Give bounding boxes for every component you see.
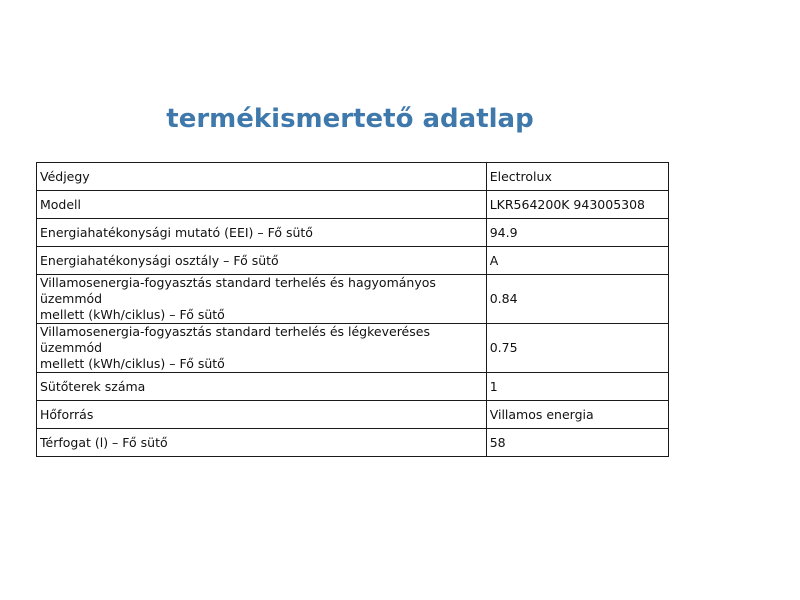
row-value: A xyxy=(486,247,668,275)
table-row-eei xyxy=(37,219,669,247)
row-label-line: mellett (kWh/ciklus) – Fő sütő xyxy=(40,356,225,371)
table-row-energy-class xyxy=(37,247,669,275)
table-row-consumption-conventional xyxy=(37,275,669,324)
row-value: LKR564200K 943005308 xyxy=(486,191,668,219)
table-row-heat-source xyxy=(37,401,669,429)
row-label: Modell xyxy=(37,191,487,219)
table-row-consumption-fan xyxy=(37,324,669,373)
row-value: 0.75 xyxy=(486,324,668,373)
row-value: 58 xyxy=(486,429,668,457)
row-label-line: Villamosenergia-fogyasztás standard terhelés és hagyományos üzemmód xyxy=(40,275,436,306)
row-value: 1 xyxy=(486,373,668,401)
row-label xyxy=(37,324,487,373)
table-row-model xyxy=(37,191,669,219)
row-value: 94.9 xyxy=(486,219,668,247)
row-value: 0.84 xyxy=(486,275,668,324)
document-title: termékismertető adatlap xyxy=(166,104,534,134)
row-value: Electrolux xyxy=(486,163,668,191)
row-label: Védjegy xyxy=(37,163,487,191)
row-value: Villamos energia xyxy=(486,401,668,429)
row-label: Energiahatékonysági osztály – Fő sütő xyxy=(37,247,487,275)
row-label-line: mellett (kWh/ciklus) – Fő sütő xyxy=(40,307,225,322)
table-row-cavities xyxy=(37,373,669,401)
table-row-volume xyxy=(37,429,669,457)
row-label: Sütőterek száma xyxy=(37,373,487,401)
row-label: Hőforrás xyxy=(37,401,487,429)
product-spec-table xyxy=(36,162,669,457)
row-label-line: Villamosenergia-fogyasztás standard terhelés és légkeveréses üzemmód xyxy=(40,324,430,355)
row-label xyxy=(37,275,487,324)
row-label: Energiahatékonysági mutató (EEI) – Fő sütő xyxy=(37,219,487,247)
table-row-trademark xyxy=(37,163,669,191)
row-label: Térfogat (l) – Fő sütő xyxy=(37,429,487,457)
